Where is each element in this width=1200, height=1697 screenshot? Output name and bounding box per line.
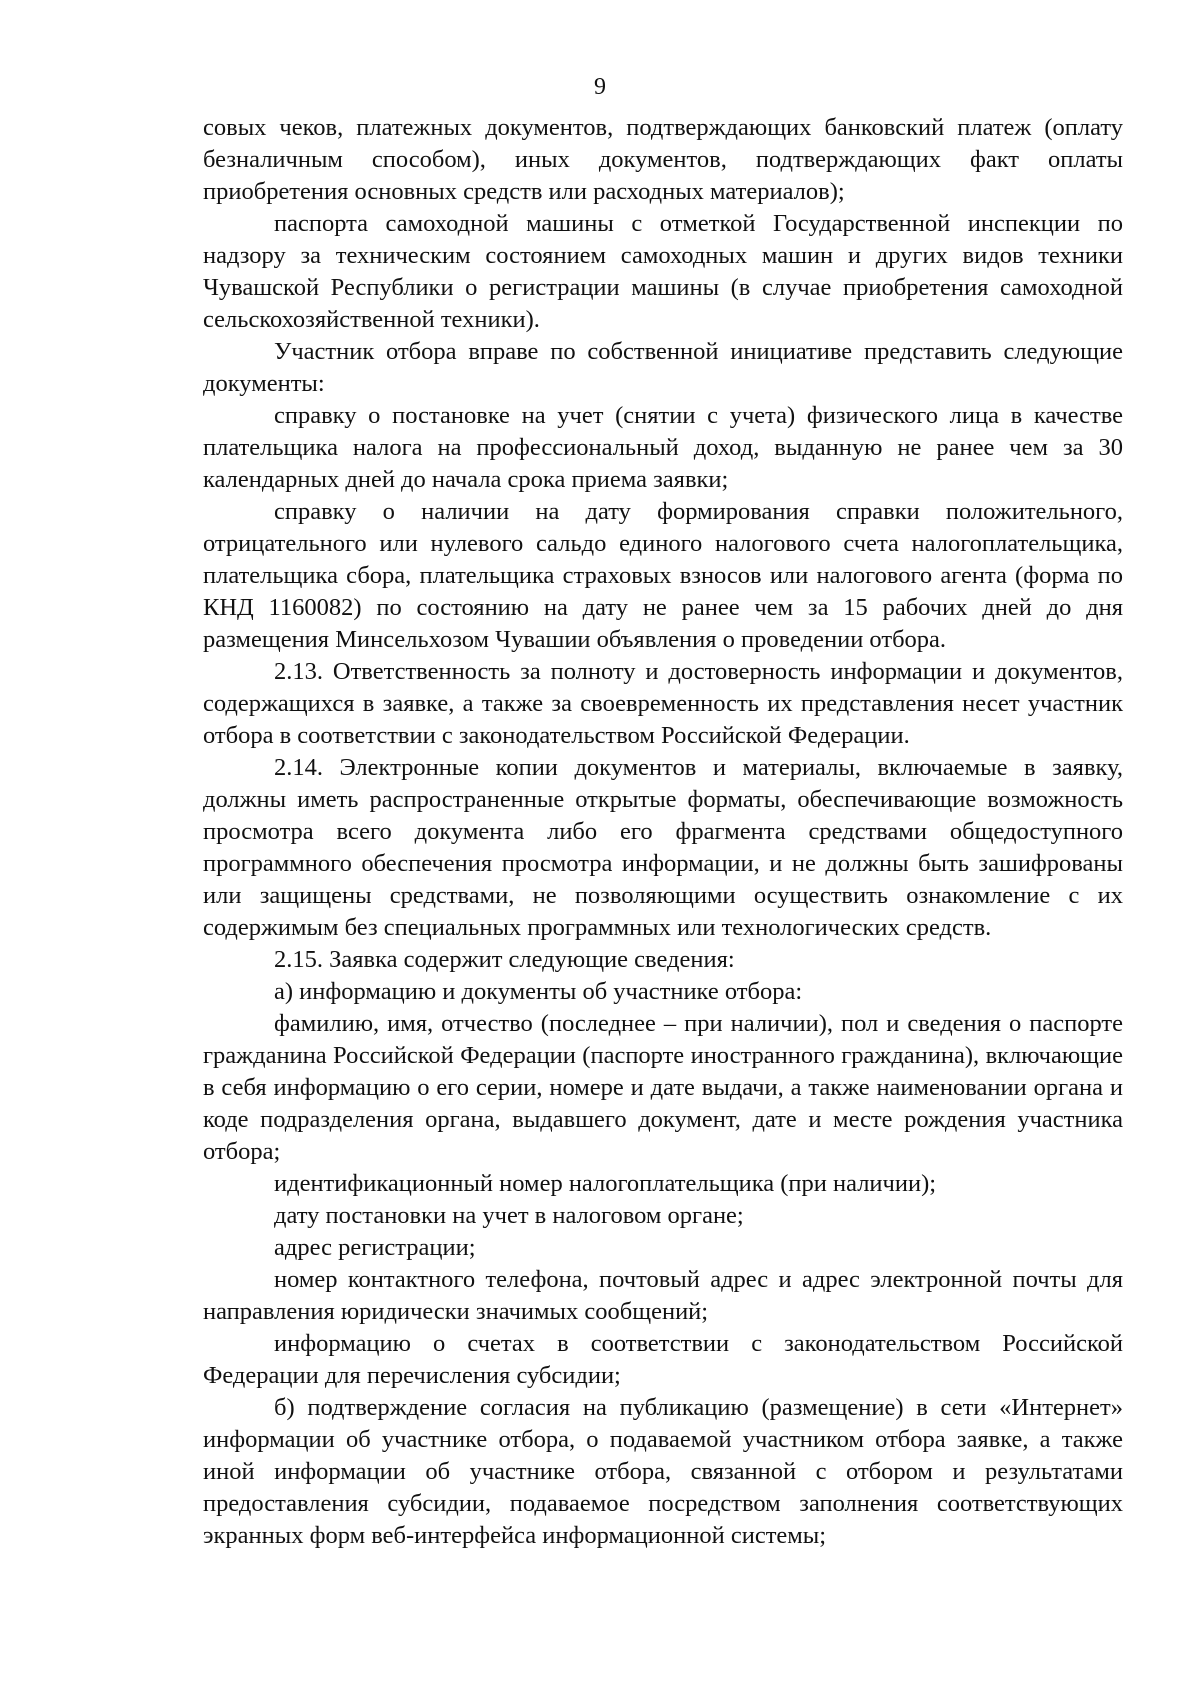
paragraph: адрес регистрации; bbox=[274, 1234, 476, 1261]
paragraph: 2.14. Электронные копии документов и материалы, включаемые в заявку, должны иметь распространенные открытые форматы, обеспечивающие возможность просмотра всего документа либо его фрагмента средствами общедоступного программного обеспечения просмотра информации, и не должны быть зашифрованы или защищены средствами, не позволяющими осуществить ознакомление с их содержимым без специальных программных или технологических средств. bbox=[203, 754, 1123, 941]
paragraph: 2.15. Заявка содержит следующие сведения: bbox=[274, 946, 735, 973]
paragraph: б) подтверждение согласия на публикацию (размещение) в сети «Интернет» информации об участнике отбора, о подаваемой участником отбора заявке, а также иной информации об участнике отбора, связанной с отбором и результатами предоставления субсидии, подаваемое посредством заполнения соответствующих экранных форм веб-интерфейса информационной системы; bbox=[203, 1394, 1123, 1549]
paragraph: а) информацию и документы об участнике отбора: bbox=[274, 978, 803, 1005]
paragraph: идентификационный номер налогоплательщика (при наличии); bbox=[274, 1170, 937, 1197]
paragraph: дату постановки на учет в налоговом органе; bbox=[274, 1202, 744, 1229]
paragraph: номер контактного телефона, почтовый адрес и адрес электронной почты для направления юридически значимых сообщений; bbox=[203, 1266, 1123, 1325]
page-number: 9 bbox=[594, 74, 606, 100]
document-body bbox=[203, 112, 1123, 1552]
paragraph: информацию о счетах в соответствии с законодательством Российской Федерации для перечисления субсидии; bbox=[203, 1330, 1123, 1389]
paragraph: паспорта самоходной машины с отметкой Государственной инспекции по надзору за техническим состоянием самоходных машин и других видов техники Чувашской Республики о регистрации машины (в случае приобретения самоходной сельскохозяйственной техники). bbox=[203, 210, 1123, 333]
paragraph: 2.13. Ответственность за полноту и достоверность информации и документов, содержащихся в заявке, а также за своевременность их представления несет участник отбора в соответствии с законодательством Российской Федерации. bbox=[203, 658, 1123, 749]
paragraph: совых чеков, платежных документов, подтверждающих банковский платеж (оплату безналичным способом), иных документов, подтверждающих факт оплаты приобретения основных средств или расходных материалов); bbox=[203, 114, 1123, 205]
paragraph: фамилию, имя, отчество (последнее – при наличии), пол и сведения о паспорте гражданина Российской Федерации (паспорте иностранного гражданина), включающие в себя информацию о его серии, номере и дате выдачи, а также наименовании органа и коде подразделения органа, выдавшего документ, дате и месте рождения участника отбора; bbox=[203, 1010, 1123, 1165]
paragraph: Участник отбора вправе по собственной инициативе представить следующие документы: bbox=[203, 338, 1123, 397]
paragraph: справку о постановке на учет (снятии с учета) физического лица в качестве плательщика налога на профессиональный доход, выданную не ранее чем за 30 календарных дней до начала срока приема заявки; bbox=[203, 402, 1123, 493]
paragraph: справку о наличии на дату формирования справки положительного, отрицательного или нулевого сальдо единого налогового счета налогоплательщика, плательщика сбора, плательщика страховых взносов или налогового агента (форма по КНД 1160082) по состоянию на дату не ранее чем за 15 рабочих дней до дня размещения Минсельхозом Чувашии объявления о проведении отбора. bbox=[203, 498, 1123, 653]
